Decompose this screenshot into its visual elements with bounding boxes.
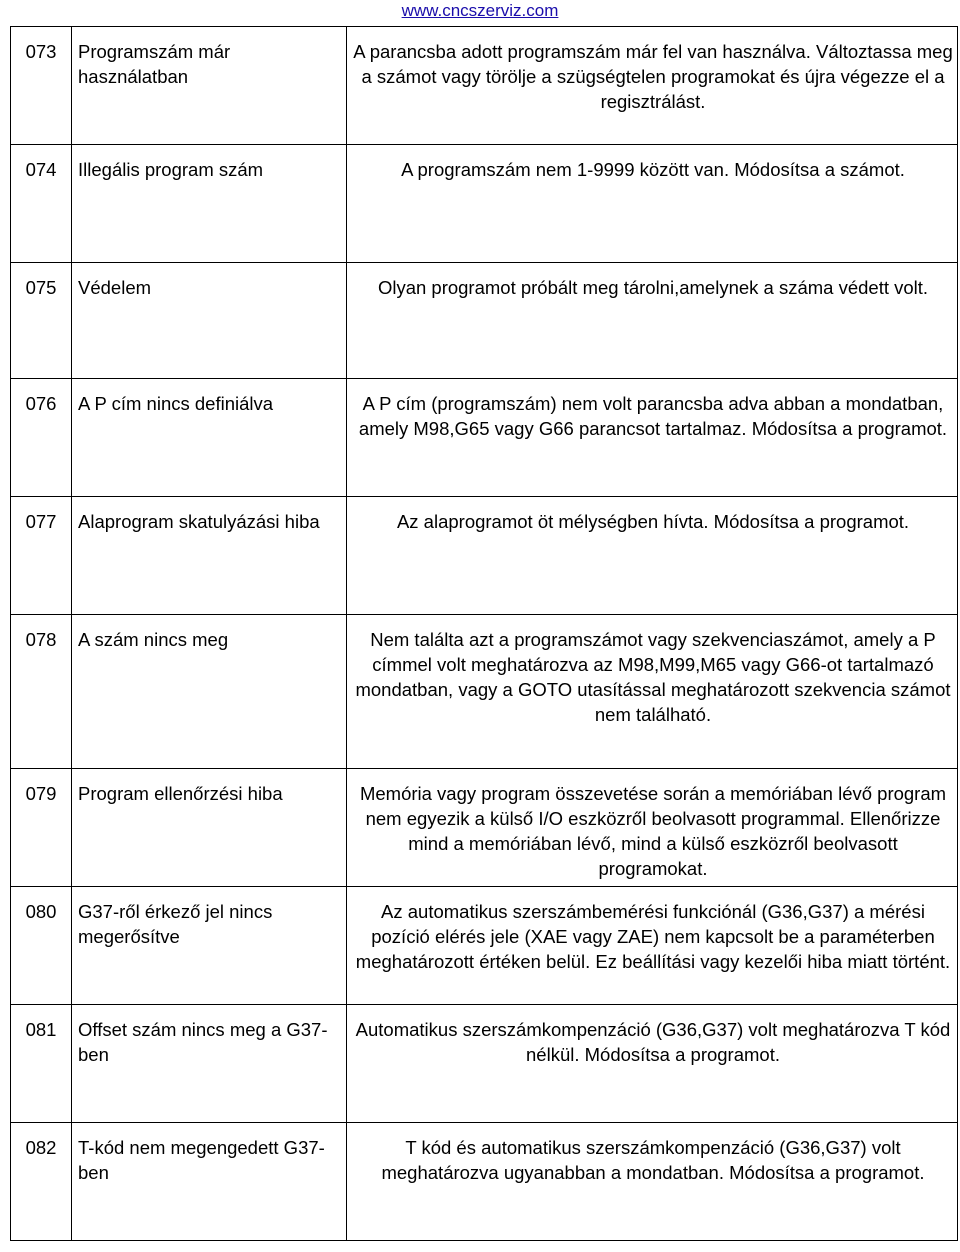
alarm-name: A szám nincs meg <box>72 615 347 769</box>
table-row <box>11 769 958 887</box>
table-row <box>11 887 958 1005</box>
alarm-code: 082 <box>11 1123 72 1241</box>
alarm-code: 080 <box>11 887 72 1005</box>
alarm-code: 077 <box>11 497 72 615</box>
table-row <box>11 497 958 615</box>
alarm-description: Automatikus szerszámkompenzáció (G36,G37) volt meghatározva T kód nélkül. Módosítsa a programot. <box>347 1005 958 1123</box>
alarm-code: 073 <box>11 27 72 145</box>
alarm-code: 074 <box>11 145 72 263</box>
table-row <box>11 263 958 379</box>
alarm-description: T kód és automatikus szerszámkompenzáció (G36,G37) volt meghatározva ugyanabban a mondatban. Módosítsa a programot. <box>347 1123 958 1241</box>
alarm-code-table <box>10 26 958 1241</box>
alarm-description: A programszám nem 1-9999 között van. Módosítsa a számot. <box>347 145 958 263</box>
alarm-name: G37-ről érkező jel nincs megerősítve <box>72 887 347 1005</box>
table-row <box>11 1005 958 1123</box>
alarm-name: Program ellenőrzési hiba <box>72 769 347 887</box>
table-row <box>11 145 958 263</box>
alarm-name: Offset szám nincs meg a G37-ben <box>72 1005 347 1123</box>
table-row <box>11 27 958 145</box>
alarm-name: A P cím nincs definiálva <box>72 379 347 497</box>
alarm-name: Programszám már használatban <box>72 27 347 145</box>
table-row <box>11 1123 958 1241</box>
alarm-description: Az alaprogramot öt mélységben hívta. Módosítsa a programot. <box>347 497 958 615</box>
alarm-description: A P cím (programszám) nem volt parancsba adva abban a mondatban, amely M98,G65 vagy G66 parancsot tartalmaz. Módosítsa a programot. <box>347 379 958 497</box>
site-link[interactable]: www.cncszerviz.com <box>401 1 559 20</box>
table-row <box>11 615 958 769</box>
alarm-description: Olyan programot próbált meg tárolni,amelynek a száma védett volt. <box>347 263 958 379</box>
alarm-description: Memória vagy program összevetése során a memóriában lévő program nem egyezik a külső I/O eszközről beolvasott programmal. Ellenőrizze mind a memóriában lévő, mind a külső eszközről beolvasott programokat. <box>347 769 958 887</box>
alarm-code: 078 <box>11 615 72 769</box>
alarm-code: 075 <box>11 263 72 379</box>
alarm-code: 076 <box>11 379 72 497</box>
alarm-name: T-kód nem megengedett G37-ben <box>72 1123 347 1241</box>
alarm-code: 081 <box>11 1005 72 1123</box>
table-row <box>11 379 958 497</box>
alarm-name: Illegális program szám <box>72 145 347 263</box>
alarm-name: Alaprogram skatulyázási hiba <box>72 497 347 615</box>
alarm-description: Az automatikus szerszámbemérési funkciónál (G36,G37) a mérési pozíció elérés jele (XAE vagy ZAE) nem kapcsolt be a paraméterben meghatározott értéken belül. Ez beállítási vagy kezelői hiba miatt történt. <box>347 887 958 1005</box>
alarm-code: 079 <box>11 769 72 887</box>
alarm-description: A parancsba adott programszám már fel van használva. Változtassa meg a számot vagy törölje a szügségtelen programokat és újra végezze el a regisztrálást. <box>347 27 958 145</box>
alarm-name: Védelem <box>72 263 347 379</box>
alarm-description: Nem találta azt a programszámot vagy szekvenciaszámot, amely a P címmel volt meghatározva az M98,M99,M65 vagy G66-ot tartalmazó mondatban, vagy a GOTO utasítással meghatározott szekvencia számot nem található. <box>347 615 958 769</box>
